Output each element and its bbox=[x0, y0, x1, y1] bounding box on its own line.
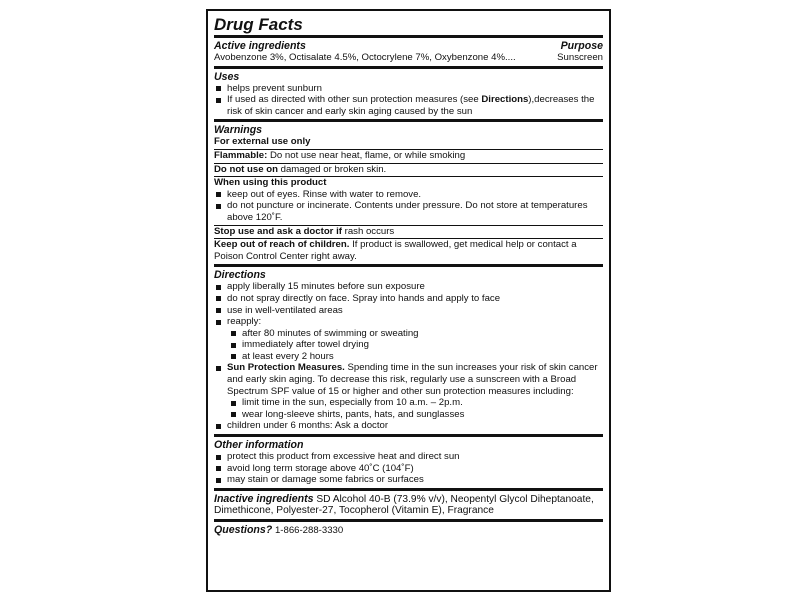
sun-protection-item: limit time in the sun, especially from 10 a.m. – 2p.m. bbox=[214, 397, 603, 409]
active-ingredients-section bbox=[214, 35, 603, 66]
other-information-heading: Other information bbox=[214, 439, 304, 452]
purpose-heading: Purpose bbox=[560, 40, 603, 52]
active-ingredients-heading: Active ingredients bbox=[214, 40, 306, 52]
directions-item: apply liberally 15 minutes before sun exposure bbox=[214, 281, 603, 293]
keep-out-of-reach-text: If product is swallowed, get medical help or contact a Poison Control Center right away. bbox=[214, 239, 577, 262]
do-not-use-warning bbox=[214, 163, 603, 176]
sun-protection-measures bbox=[214, 362, 603, 397]
stop-use-label: Stop use and ask a doctor if bbox=[214, 225, 342, 237]
other-information-item: protect this product from excessive heat and direct sun bbox=[214, 451, 603, 463]
drug-facts-label bbox=[206, 9, 611, 592]
leader-dots: .... bbox=[505, 52, 516, 63]
inactive-ingredients-text: SD Alcohol 40-B (73.9% v/v), Neopentyl Glycol Diheptanoate, Dimethicone, Polyester-27, Tocopherol (Vitamin E), Fragrance bbox=[214, 493, 594, 517]
keep-out-of-reach-warning bbox=[214, 238, 603, 262]
sun-protection-text: Spending time in the sun increases your risk of skin cancer and early skin aging. To decrease this risk, regularly use a sunscreen with a Broad Spectrum SPF value of 15 or higher and other sun protection measures including: bbox=[227, 362, 598, 397]
uses-section bbox=[214, 66, 603, 120]
other-information-section bbox=[214, 434, 603, 488]
warnings-section bbox=[214, 119, 603, 264]
reapply-item: after 80 minutes of swimming or sweating bbox=[214, 328, 603, 340]
sun-protection-label: Sun Protection Measures. bbox=[227, 362, 345, 374]
uses-heading: Uses bbox=[214, 70, 240, 83]
active-ingredients-text bbox=[214, 52, 516, 64]
uses-item-text: If used as directed with other sun protection measures (see bbox=[227, 94, 479, 106]
other-information-item: avoid long term storage above 40˚C (104˚F) bbox=[214, 463, 603, 475]
directions-item: do not spray directly on face. Spray into hands and apply to face bbox=[214, 293, 603, 305]
uses-item-text-continued: ),decreases the risk of skin cancer and early skin aging caused by the sun bbox=[227, 94, 595, 117]
uses-item: helps prevent sunburn bbox=[214, 83, 603, 95]
directions-reference: Directions bbox=[481, 94, 529, 106]
directions-item: children under 6 months: Ask a doctor bbox=[214, 420, 603, 432]
questions-section bbox=[214, 519, 603, 539]
other-information-item: may stain or damage some fabrics or surfaces bbox=[214, 474, 603, 486]
active-ingredients-row bbox=[214, 52, 603, 64]
reapply-item: immediately after towel drying bbox=[214, 339, 603, 351]
purpose-text: Sunscreen bbox=[557, 52, 603, 63]
when-using-item: do not puncture or incinerate. Contents under pressure. Do not store at temperatures above 120˚F. bbox=[214, 200, 603, 223]
questions-heading: Questions? bbox=[214, 524, 273, 536]
reapply-item: at least every 2 hours bbox=[214, 351, 603, 363]
flammable-label: Flammable: bbox=[214, 149, 268, 161]
directions-section bbox=[214, 264, 603, 434]
flammable-warning bbox=[214, 149, 603, 162]
stop-use-warning bbox=[214, 225, 603, 238]
drug-facts-title: Drug Facts bbox=[214, 15, 303, 34]
uses-item bbox=[214, 94, 603, 117]
external-use-warning: For external use only bbox=[214, 136, 311, 148]
do-not-use-label: Do not use on bbox=[214, 163, 278, 175]
when-using-heading: When using this product bbox=[214, 176, 603, 189]
active-ingredients-list: Avobenzone 3%, Octisalate 4.5%, Octocrylene 7%, Oxybenzone 4% bbox=[214, 52, 505, 63]
inactive-ingredients-heading: Inactive ingredients bbox=[214, 492, 314, 505]
active-header-row bbox=[214, 40, 603, 52]
questions-phone: 1-866-288-3330 bbox=[272, 525, 344, 536]
keep-out-of-reach-label: Keep out of reach of children. bbox=[214, 239, 350, 251]
flammable-text: Do not use near heat, flame, or while smoking bbox=[267, 149, 466, 161]
sun-protection-item: wear long-sleeve shirts, pants, hats, and sunglasses bbox=[214, 409, 603, 421]
directions-item: reapply: bbox=[214, 316, 603, 328]
directions-heading: Directions bbox=[214, 269, 266, 282]
directions-item: use in well-ventilated areas bbox=[214, 305, 603, 317]
warnings-heading: Warnings bbox=[214, 124, 263, 137]
stop-use-text: rash occurs bbox=[341, 225, 395, 237]
inactive-ingredients-section bbox=[214, 488, 603, 519]
do-not-use-text: damaged or broken skin. bbox=[277, 163, 387, 175]
when-using-item: keep out of eyes. Rinse with water to remove. bbox=[214, 189, 603, 201]
